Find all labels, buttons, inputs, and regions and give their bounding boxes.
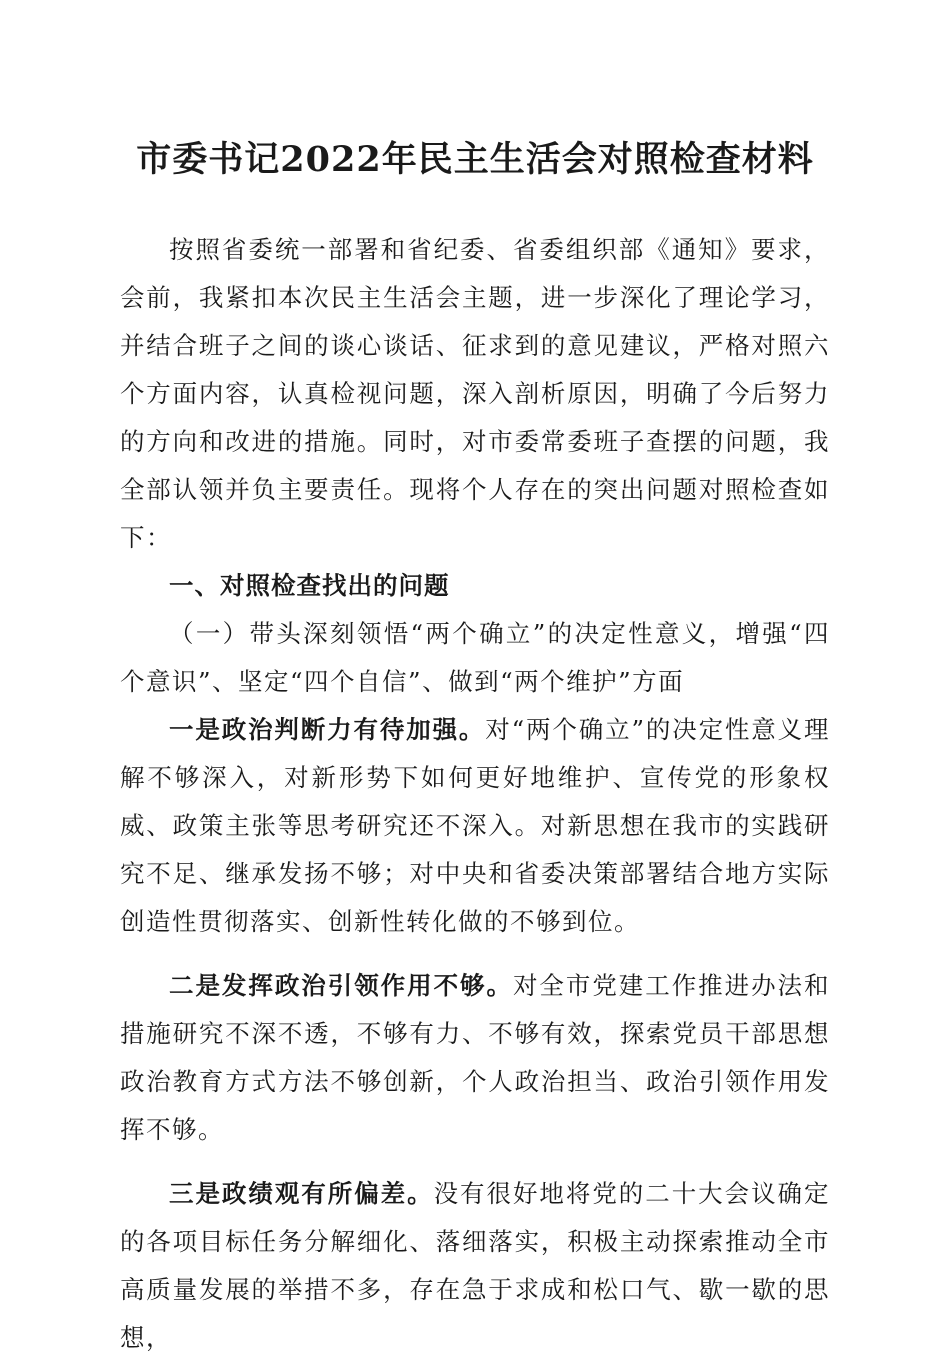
subsection-heading: （一）带头深刻领悟“两个确立”的决定性意义，增强“四个意识”、坚定“四个自信”、做到“两个维护”方面 xyxy=(120,619,830,696)
section-heading: 一、对照检查找出的问题 xyxy=(169,571,450,600)
problem-lead-2: 二是发挥政治引领作用不够。 xyxy=(169,971,513,1000)
problem-paragraph-2 xyxy=(120,962,830,1154)
intro-paragraph: 按照省委统一部署和省纪委、省委组织部《通知》要求，会前，我紧扣本次民主生活会主题，进一步深化了理论学习，并结合班子之间的谈心谈话、征求到的意见建议，严格对照六个方面内容，认真检视问题，深入剖析原因，明确了今后努力的方向和改进的措施。同时，对市委常委班子查摆的问题，我全部认领并负主要责任。现将个人存在的突出问题对照检查如下： xyxy=(120,235,830,552)
problem-text-3: 没有很好地将党的二十大会议确定的各项目标任务分解细化、落细落实，积极主动探索推动全市高质量发展的举措不多，存在急于求成和松口气、歇一歇的思想， xyxy=(120,1179,831,1352)
problem-lead-3: 三是政绩观有所偏差。 xyxy=(169,1179,434,1208)
problem-text-2: 对全市党建工作推进办法和措施研究不深不透，不够有力、不够有效，探索党员干部思想政治教育方式方法不够创新，个人政治担当、政治引领作用发挥不够。 xyxy=(120,971,831,1144)
problem-paragraph-1 xyxy=(120,706,830,946)
document-title: 市委书记2022年民主生活会对照检查材料 xyxy=(136,139,814,180)
document-body xyxy=(120,226,830,1362)
problem-lead-1: 一是政治判断力有待加强。 xyxy=(169,715,486,744)
problem-paragraph-3 xyxy=(120,1170,830,1362)
problem-text-1: 对“两个确立”的决定性意义理解不够深入，对新形势下如何更好地维护、宣传党的形象权威、政策主张等思考研究还不深入。对新思想在我市的实践研究不足、继承发扬不够；对中央和省委决策部署结合地方实际创造性贯彻落实、创新性转化做的不够到位。 xyxy=(120,715,830,936)
